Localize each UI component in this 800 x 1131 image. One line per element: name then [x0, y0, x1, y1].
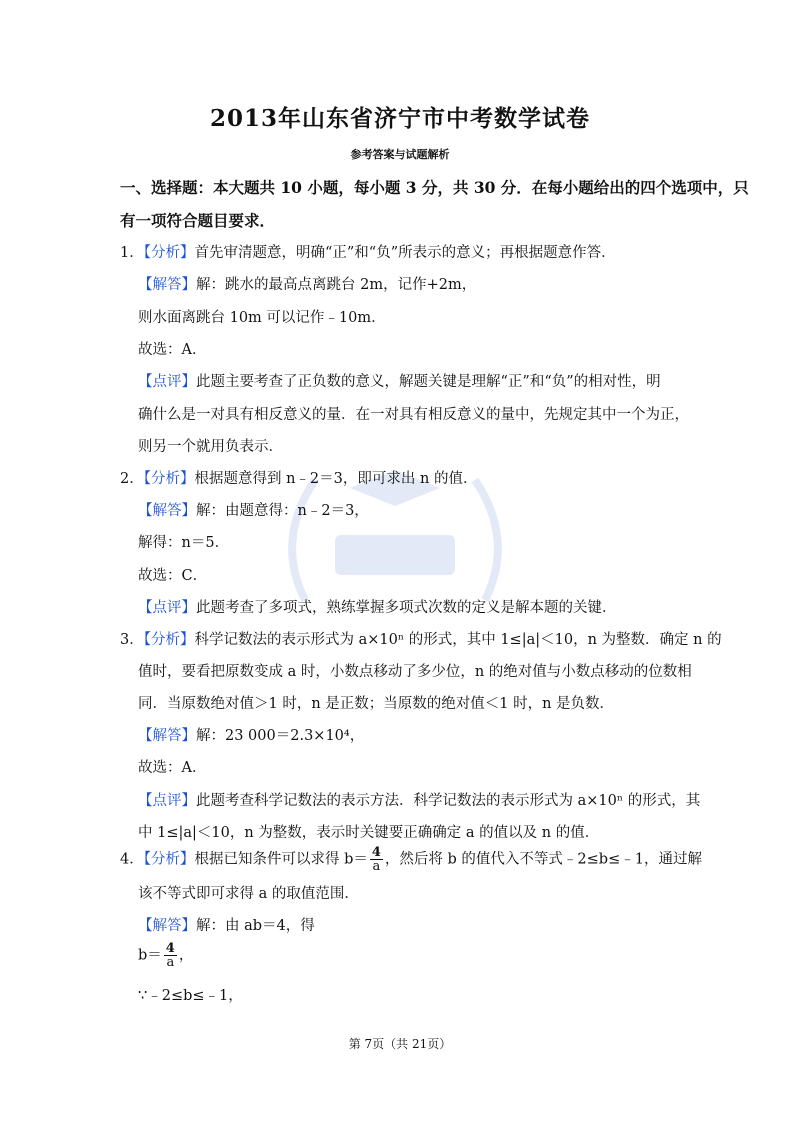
q1-answer-line2: 则水面离跳台 10m 可以记作﹣10m．: [138, 310, 386, 326]
q2-comment-tag: 【点评】: [138, 600, 196, 616]
q2-number: 2．: [120, 471, 144, 487]
q3-answer-tag: 【解答】: [138, 728, 196, 744]
q3-comment: [138, 789, 700, 810]
q1-comment-line3: 则另一个就用负表示．: [138, 439, 283, 455]
q2-answer-text: 解：由题意得：n﹣2＝3，: [196, 503, 369, 519]
q3-comment-line2: 中 1≤|a|＜10，n 为整数，表示时关键要正确确定 a 的值以及 n 的值．: [138, 825, 600, 841]
q4-analysis-line2: 该不等式即可求得 a 的取值范围．: [138, 886, 359, 902]
page-title: 2013年山东省济宁市中考数学试卷: [209, 105, 590, 132]
q4-b-equation: [138, 942, 193, 969]
q3-choice: 故选：A．: [138, 760, 207, 776]
q4-fraction-denominator: a: [372, 859, 381, 874]
q1-analysis-tag: 【分析】: [143, 245, 195, 261]
q1-answer-text: 解：跳水的最高点离跳台 2m，记作+2m，: [196, 277, 477, 293]
section-heading-line1: 一、选择题：本大题共 10 小题，每小题 3 分，共 30 分．在每小题给出的四个选项中，只: [120, 178, 749, 197]
q3-analysis-line3: 同．当原数绝对值＞1 时，n 是正数；当原数的绝对值＜1 时，n 是负数．: [138, 696, 615, 712]
q3-answer: [138, 724, 364, 745]
q1-comment-line2: 确什么是一对具有相反意义的量．在一对具有相反意义的量中，先规定其中一个为正，: [138, 407, 689, 423]
q2-comment: [138, 596, 617, 617]
q2-answer: [138, 499, 369, 520]
q2-analysis: [120, 467, 477, 488]
q3-analysis: [120, 628, 722, 649]
q4-analysis-tag: 【分析】: [143, 851, 195, 868]
q4-answer-tag: 【解答】: [138, 918, 196, 934]
q3-number: 3．: [120, 632, 144, 648]
q4-since-line: ∵﹣2≤b≤﹣1，: [138, 988, 243, 1004]
page-subtitle: 参考答案与试题解析: [350, 148, 450, 161]
q2-choice: 故选：C．: [138, 568, 208, 584]
q2-analysis-tag: 【分析】: [143, 471, 195, 487]
q2-answer-line2: 解得：n＝5．: [138, 535, 230, 551]
section-heading-line2: 有一项符合题目要求．: [120, 211, 276, 230]
q2-answer-tag: 【解答】: [138, 503, 196, 519]
q3-analysis-tag: 【分析】: [143, 632, 195, 648]
q1-comment-text: 此题主要考查了正负数的意义，解题关键是理解“正”和“负”的相对性，明: [196, 374, 661, 390]
q1-comment-tag: 【点评】: [138, 374, 196, 390]
q4-analysis-text: 根据已知条件可以求得 b＝: [194, 851, 368, 868]
q4-b-eq-label: b＝: [138, 947, 162, 964]
page-footer: 第 7页（共 21页）: [348, 1037, 452, 1051]
q3-comment-text: 此题考查科学记数法的表示方法．科学记数法的表示形式为 a×10ⁿ 的形式，其: [196, 793, 701, 809]
q4-analysis-text-b: ，然后将 b 的值代入不等式﹣2≤b≤﹣1，通过解: [384, 851, 702, 868]
q4-b-comma: ，: [178, 947, 194, 964]
q3-comment-tag: 【点评】: [138, 793, 196, 809]
q3-analysis-text: 科学记数法的表示形式为 a×10ⁿ 的形式，其中 1≤|a|＜10，n 为整数．确定 n 的: [194, 632, 722, 648]
q1-choice: 故选：A．: [138, 342, 207, 358]
q4-b-fraction: [164, 942, 177, 969]
q4-fraction-numerator: 4: [371, 845, 381, 860]
q2-comment-text: 此题考查了多项式，熟练掌握多项式次数的定义是解本题的关键．: [196, 600, 617, 616]
q4-b-fraction-denominator: a: [166, 955, 175, 970]
q2-analysis-text: 根据题意得到 n﹣2＝3，即可求出 n 的值．: [194, 471, 478, 487]
q4-answer: [138, 914, 315, 935]
q1-answer-tag: 【解答】: [138, 277, 196, 293]
q1-number: 1．: [120, 245, 144, 261]
q4-number: 4．: [120, 851, 144, 868]
q3-answer-text: 解：23 000＝2.3×10⁴，: [196, 728, 365, 744]
q1-comment: [138, 370, 661, 391]
q1-answer: [138, 273, 476, 294]
q4-fraction: [370, 846, 383, 873]
q1-analysis-text: 首先审清题意，明确“正”和“负”所表示的意义；再根据题意作答．: [194, 245, 616, 261]
q1-analysis: [120, 241, 616, 262]
q4-answer-text: 解：由 ab＝4，得: [196, 918, 315, 934]
q3-analysis-line2: 值时，要看把原数变成 a 时，小数点移动了多少位，n 的绝对值与小数点移动的位数相: [138, 664, 692, 680]
q4-analysis: [120, 846, 702, 873]
q4-b-fraction-numerator: 4: [165, 941, 175, 956]
